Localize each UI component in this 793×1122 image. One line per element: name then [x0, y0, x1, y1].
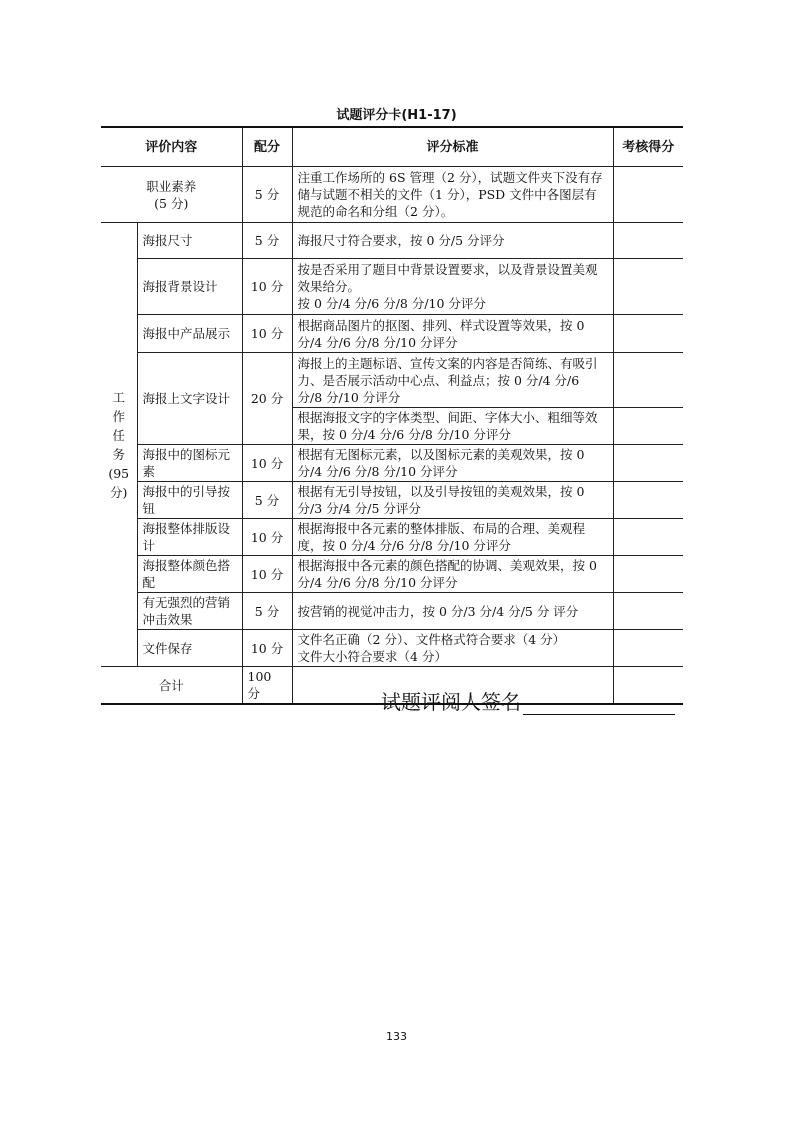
total-points: 100 分 [242, 667, 292, 705]
work-task-label-char: 作 [112, 408, 125, 424]
item-name: 有无强烈的营销冲击效果 [137, 593, 242, 630]
item-criteria: 根据有无图标元素，以及图标元素的美观效果，按 0 分/4 分/6 分/8 分/10 分评分 [292, 445, 613, 482]
work-task-label-char: 任 [112, 427, 125, 443]
item-criteria-line: 文件大小符合要求（4 分） [297, 649, 447, 664]
item-name: 海报中的引导按钮 [137, 482, 242, 519]
item-criteria: 海报尺寸符合要求，按 0 分/5 分评分 [292, 223, 613, 259]
professional-label-line2: (5 分) [154, 195, 189, 211]
item-name: 海报中的图标元素 [137, 445, 242, 482]
item-points: 5 分 [242, 223, 292, 259]
page-number: 133 [386, 1030, 407, 1043]
professional-label-line1: 职业素养 [146, 178, 197, 194]
item-score-cell[interactable] [613, 630, 683, 667]
item-criteria: 根据海报中各元素的颜色搭配的协调、美观效果，按 0 分/4 分/6 分/8 分/10 分评分 [292, 556, 613, 593]
item-name: 海报中产品展示 [137, 315, 242, 353]
table-row [101, 630, 683, 667]
work-task-label-char: (95 [108, 465, 130, 481]
item-score-cell[interactable] [613, 259, 683, 315]
header-points: 配分 [242, 127, 292, 167]
header-criteria: 评分标准 [292, 127, 613, 167]
signature [381, 686, 675, 715]
item-name: 海报整体排版设计 [137, 519, 242, 556]
item-score-cell[interactable] [613, 408, 683, 445]
item-score-cell[interactable] [613, 445, 683, 482]
item-name: 海报背景设计 [137, 259, 242, 315]
work-task-label-char: 分) [110, 484, 128, 500]
item-points: 10 分 [242, 630, 292, 667]
item-score-cell[interactable] [613, 482, 683, 519]
item-criteria: 根据有无引导按钮，以及引导按钮的美观效果，按 0 分/3 分/4 分/5 分评分 [292, 482, 613, 519]
item-name: 海报尺寸 [137, 223, 242, 259]
table-row [101, 482, 683, 519]
item-criteria: 海报上的主题标语、宣传文案的内容是否简练、有吸引力、是否展示活动中心点、利益点；按 0 分/4 分/6 分/8 分/10 分评分 [292, 353, 613, 408]
item-points: 10 分 [242, 259, 292, 315]
card-title: 试题评分卡(H1-17) [336, 108, 457, 123]
item-points: 10 分 [242, 315, 292, 353]
table-row [101, 593, 683, 630]
item-score-cell[interactable] [613, 556, 683, 593]
professional-score-cell[interactable] [613, 167, 683, 223]
item-score-cell[interactable] [613, 223, 683, 259]
item-name: 海报上文字设计 [137, 353, 242, 445]
item-points: 10 分 [242, 556, 292, 593]
header-content: 评价内容 [101, 127, 242, 167]
item-points: 5 分 [242, 482, 292, 519]
table-row [101, 259, 683, 315]
item-score-cell[interactable] [613, 315, 683, 353]
work-task-label-char: 工 [112, 389, 125, 405]
table-row [101, 315, 683, 353]
item-criteria: 根据商品图片的抠图、排列、样式设置等效果，按 0 分/4 分/6 分/8 分/10 分评分 [292, 315, 613, 353]
item-name: 海报整体颜色搭配 [137, 556, 242, 593]
table-row-professional [101, 167, 683, 223]
professional-points: 5 分 [242, 167, 292, 223]
table-header-row [101, 127, 683, 167]
professional-criteria: 注重工作场所的 6S 管理（2 分），试题文件夹下没有存储与试题不相关的文件（1 分），PSD 文件中各图层有规范的命名和分组（2 分）。 [292, 167, 613, 223]
work-task-label [101, 223, 137, 667]
item-points: 10 分 [242, 445, 292, 482]
item-criteria: 根据海报中各元素的整体排版、布局的合理、美观程度，按 0 分/4 分/6 分/8 分/10 分评分 [292, 519, 613, 556]
item-criteria [292, 259, 613, 315]
signature-line[interactable] [523, 694, 675, 715]
item-criteria [292, 630, 613, 667]
item-score-cell[interactable] [613, 519, 683, 556]
item-criteria: 按营销的视觉冲击力，按 0 分/3 分/4 分/5 分 评分 [292, 593, 613, 630]
item-criteria-line: 按 0 分/4 分/6 分/8 分/10 分评分 [297, 296, 486, 311]
item-name: 文件保存 [137, 630, 242, 667]
table-row [101, 223, 683, 259]
professional-label [101, 167, 242, 223]
item-score-cell[interactable] [613, 593, 683, 630]
item-criteria: 根据海报文字的字体类型、间距、字体大小、粗细等效果，按 0 分/4 分/6 分/8 分/10 分评分 [292, 408, 613, 445]
header-score: 考核得分 [613, 127, 683, 167]
total-label: 合计 [101, 667, 242, 705]
table-row [101, 445, 683, 482]
item-points: 5 分 [242, 593, 292, 630]
table-row [101, 353, 683, 408]
work-task-label-char: 务 [112, 446, 125, 462]
item-criteria-line: 按是否采用了题目中背景设置要求，以及背景设置美观效果给分。 [297, 262, 598, 294]
table-row [101, 519, 683, 556]
table-row [101, 556, 683, 593]
signature-label: 试题评阅人签名 [381, 690, 521, 714]
item-score-cell[interactable] [613, 353, 683, 408]
item-points: 10 分 [242, 519, 292, 556]
item-points: 20 分 [242, 353, 292, 445]
item-criteria-line: 文件名正确（2 分）、文件格式符合要求（4 分） [297, 632, 566, 647]
scoring-table [101, 126, 683, 705]
